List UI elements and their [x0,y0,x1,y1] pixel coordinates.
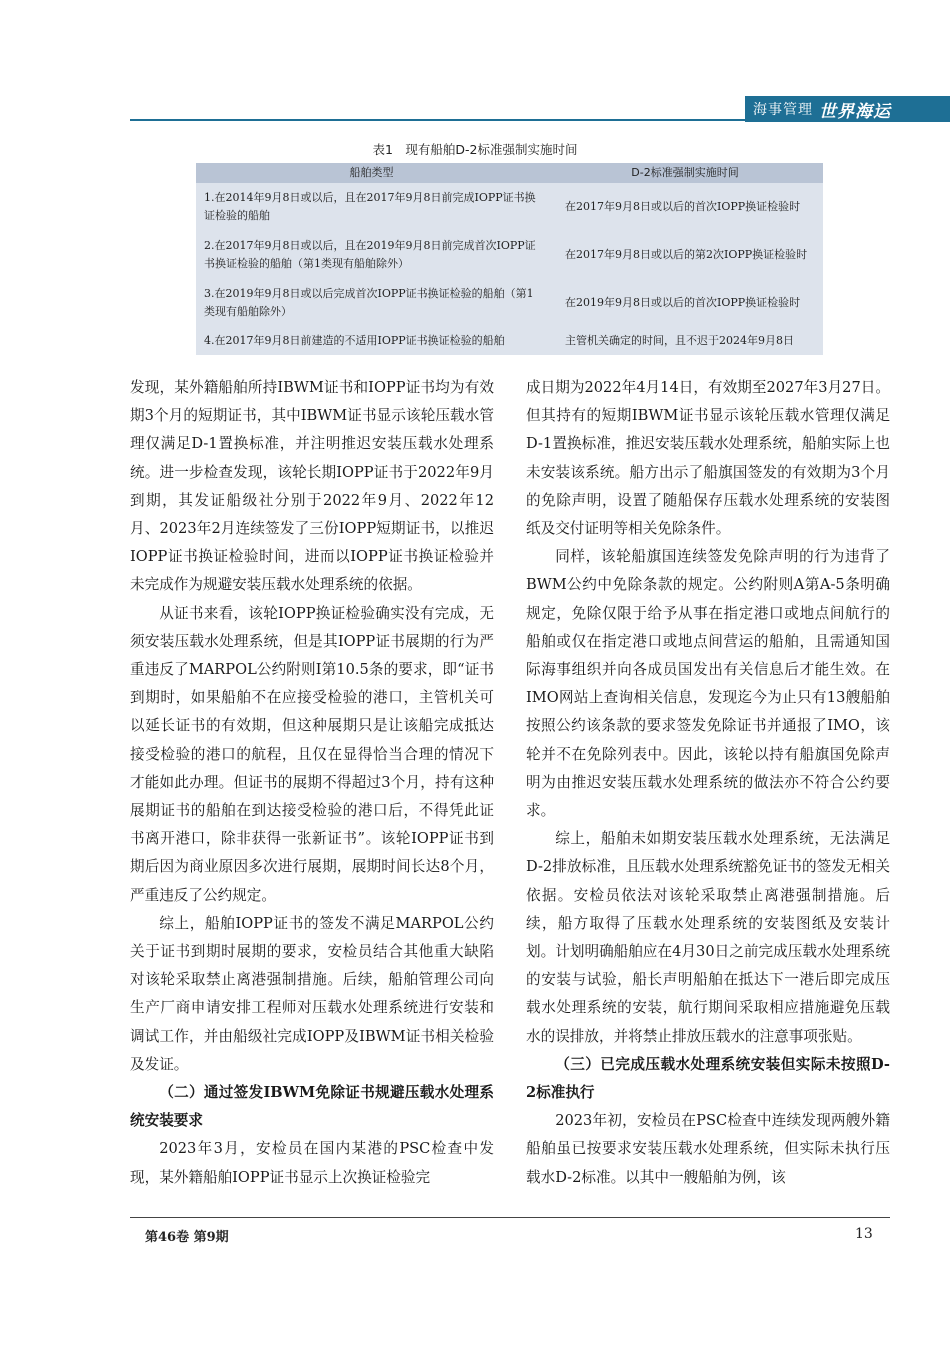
page-number: 13 [855,1226,873,1242]
journal-header-band [745,96,950,122]
body-paragraph: 2023年3月，安检员在国内某港的PSC检查中发现，某外籍船舶IOPP证书显示上次换证检验完 [130,1140,494,1186]
table-cell-ship-type: 1.在2014年9月8日或以后，且在2017年9月8日前完成IOPP证书换证检验的船舶 [204,191,536,222]
table-cell-ship-type: 4.在2017年9月8日前建造的不适用IOPP证书换证检验的船舶 [204,334,505,347]
table-cell-d2-time: 主管机关确定的时间，且不迟于2024年9月8日 [565,334,794,347]
table-header-row [196,163,823,183]
table-cell-d2-time: 在2017年9月8日或以后的首次IOPP换证检验时 [565,200,801,213]
body-paragraph: 综上，船舶IOPP证书的签发不满足MARPOL公约关于证书到期时展期的要求，安检员结合其他重大缺陷对该轮采取禁止离港强制措施。后续，船舶管理公司向生产厂商申请安排工程师对压载水处理系统进行安装和调试工作，并由船级社完成IOPP及IBWM证书相关检验及发证。 [130,914,494,1073]
issue-label: 第46卷 第9期 [145,1230,229,1245]
subsection-heading: （二）通过签发IBWM免除证书规避压载水处理系统安装要求 [130,1084,494,1130]
body-paragraph: 2023年初，安检员在PSC检查中连续发现两艘外籍船舶虽已按要求安装压载水处理系统，但实际未执行压载水D-2标准。以其中一艘船舶为例，该 [526,1112,890,1186]
table-cell-d2-time: 在2019年9月8日或以后的首次IOPP换证检验时 [565,296,801,309]
column-header-ship-type: 船舶类型 [196,163,547,183]
article-right-column [526,374,890,1192]
table-row [196,279,823,327]
table-row [196,327,823,355]
column-header-d2-time: D-2标准强制实施时间 [547,163,823,183]
subsection-heading: （三）已完成压载水处理系统安装但实际未按照D-2标准执行 [526,1055,890,1102]
footer-rule [130,1217,890,1218]
body-paragraph: 成日期为2022年4月14日，有效期至2027年3月27日。但其持有的短期IBWM证书显示该轮压载水管理仅满足D-1置换标准，推迟安装压载水处理系统，船舶实际上也未安装该系统。船方出示了船旗国签发的有效期为3个月的免除声明，设置了随船保存压载水处理系统的安装图纸及交付证明等相关免除条件。 [526,379,890,538]
table-cell-ship-type: 3.在2019年9月8日或以后完成首次IOPP证书换证检验的船舶（第1类现有船舶除外） [204,287,534,318]
journal-brand-title: 世界海运 [819,101,891,122]
d2-schedule-table [196,163,823,355]
body-paragraph: 发现，某外籍船舶所持IBWM证书和IOPP证书均为有效期3个月的短期证书，其中IBWM证书显示该轮压载水管理仅满足D-1置换标准，并注明推迟安装压载水处理系统。进一步检查发现，该轮长期IOPP证书于2022年9月到期，其发证船级社分别于2022年9月、2022年12月、2023年2月连续签发了三份IOPP短期证书，以推迟IOPP证书换证检验时间，进而以IOPP证书换证检验并未完成作为规避安装压载水处理系统的依据。 [130,379,494,594]
header-section-label: 海事管理 [753,102,813,118]
table-cell-d2-time: 在2017年9月8日或以后的第2次IOPP换证检验时 [565,248,808,261]
table-row [196,183,823,231]
body-paragraph: 同样，该轮船旗国连续签发免除声明的行为违背了BWM公约中免除条款的规定。公约附则A第A-5条明确规定，免除仅限于给予从事在指定港口或地点间航行的船舶或仅在指定港口或地点间营运的船舶，且需通知国际海事组织并向各成员国发出有关信息后才能生效。在IMO网站上查询相关信息，发现迄今为止只有13艘船舶按照公约该条款的要求签发免除证书并通报了IMO，该轮并不在免除列表中。因此，该轮以持有船旗国免除声明为由推迟安装压载水处理系统的做法亦不符合公约要求。 [526,548,890,820]
table-caption: 表1 现有船舶D-2标准强制实施时间 [372,142,578,157]
header-rule [130,119,745,121]
article-left-column [130,374,494,1192]
table-cell-ship-type: 2.在2017年9月8日或以后，且在2019年9月8日前完成首次IOPP证书换证检验的船舶（第1类现有船舶除外） [204,239,536,270]
body-paragraph: 从证书来看，该轮IOPP换证检验确实没有完成，无须安装压载水处理系统，但是其IOPP证书展期的行为严重违反了MARPOL公约附则I第10.5条的要求，即“证书到期时，如果船舶不在应接受检验的港口，主管机关可以延长证书的有效期，但这种展期只是让该船完成抵达接受检验的港口的航程，且仅在显得恰当合理的情况下才能如此办理。但证书的展期不得超过3个月，持有这种展期证书的船舶在到达接受检验的港口后，不得凭此证书离开港口，除非获得一张新证书”。该轮IOPP证书到期后因为商业原因多次进行展期，展期时间长达8个月，严重违反了公约规定。 [130,604,494,904]
body-paragraph: 综上，船舶未如期安装压载水处理系统，无法满足D-2排放标准，且压载水处理系统豁免证书的签发无相关依据。安检员依法对该轮采取禁止离港强制措施。后续，船方取得了压载水处理系统的安装图纸及安装计划。计划明确船舶应在4月30日之前完成压载水处理系统的安装与试验，船长声明船舶在抵达下一港后即完成压载水处理系统的安装，航行期间采取相应措施避免压载水的误排放，并将禁止排放压载水的注意事项张贴。 [526,830,890,1045]
table-row [196,231,823,279]
